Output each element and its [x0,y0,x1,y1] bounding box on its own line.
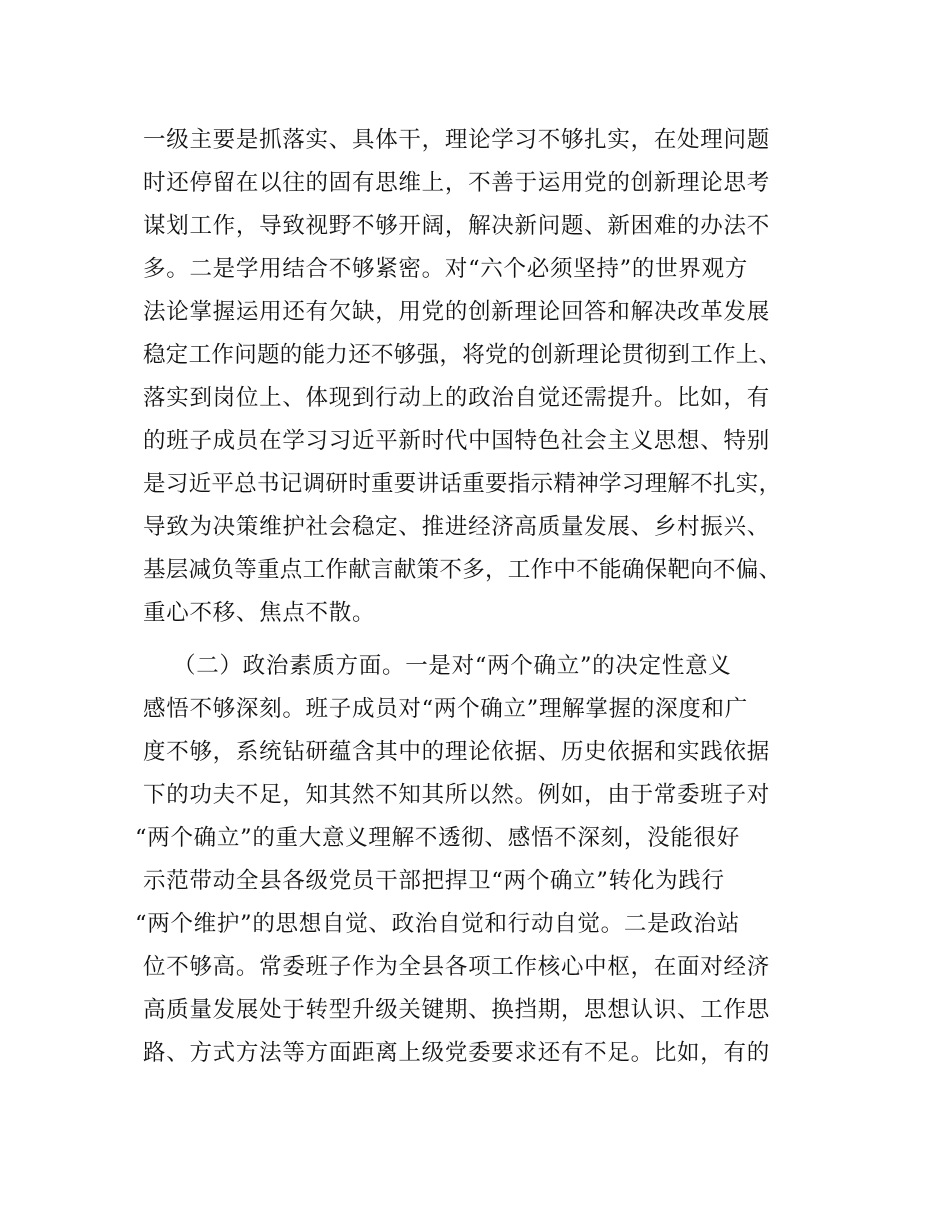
text-line: 路、方式方法等方面距离上级党委要求还有不足。比如，有的 [143,1040,770,1066]
text-line: 高质量发展处于转型升级关键期、换挡期，思想认识、工作思 [143,997,770,1023]
text-line: 一级主要是抓落实、具体干，理论学习不够扎实，在处理问题 [143,127,770,153]
text-line: 重心不移、焦点不散。 [143,600,376,626]
text-line: 位不够高。常委班子作为全县各项工作核心中枢，在面对经济 [143,954,770,980]
paragraph-political-quality [135,645,823,1075]
text-line: 感悟不够深刻。班子成员对“两个确立”理解掌握的深度和广 [143,696,748,722]
text-line: 法论掌握运用还有欠缺，用党的创新理论回答和解决改革发展 [143,299,770,325]
text-line: “两个确立”的重大意义理解不透彻、感悟不深刻，没能很好 [135,825,740,851]
text-line: 落实到岗位上、体现到行动上的政治自觉还需提升。比如，有 [143,385,770,411]
text-line: 度不够，系统钻研蕴含其中的理论依据、历史依据和实践依据 [143,739,770,765]
text-line: 时还停留在以往的固有思维上，不善于运用党的创新理论思考 [143,170,770,196]
text-line: 稳定工作问题的能力还不够强，将党的创新理论贯彻到工作上、 [143,342,782,368]
text-line: 基层减负等重点工作献言献策不多，工作中不能确保靶向不偏、 [143,557,782,583]
text-line: 导致为决策维护社会稳定、推进经济高质量发展、乡村振兴、 [143,514,770,540]
text-line: 示范带动全县各级党员干部把捍卫“两个确立”转化为践行 [143,868,725,894]
text-line: 多。二是学用结合不够紧密。对“六个必须坚持”的世界观方 [143,256,748,282]
text-line: 的班子成员在学习习近平新时代中国特色社会主义思想、特别 [143,428,770,454]
text-line: “两个维护”的思想自觉、政治自觉和行动自觉。二是政治站 [135,911,740,937]
text-line: 下的功夫不足，知其然不知其所以然。例如，由于常委班子对 [143,782,770,808]
paragraph-continuation [143,119,823,635]
text-line: 是习近平总书记调研时重要讲话重要指示精神学习理解不扎实， [143,471,782,497]
text-line: （二）政治素质方面。一是对“两个确立”的决定性意义 [173,653,732,679]
text-line: 谋划工作，导致视野不够开阔，解决新问题、新困难的办法不 [143,213,770,239]
